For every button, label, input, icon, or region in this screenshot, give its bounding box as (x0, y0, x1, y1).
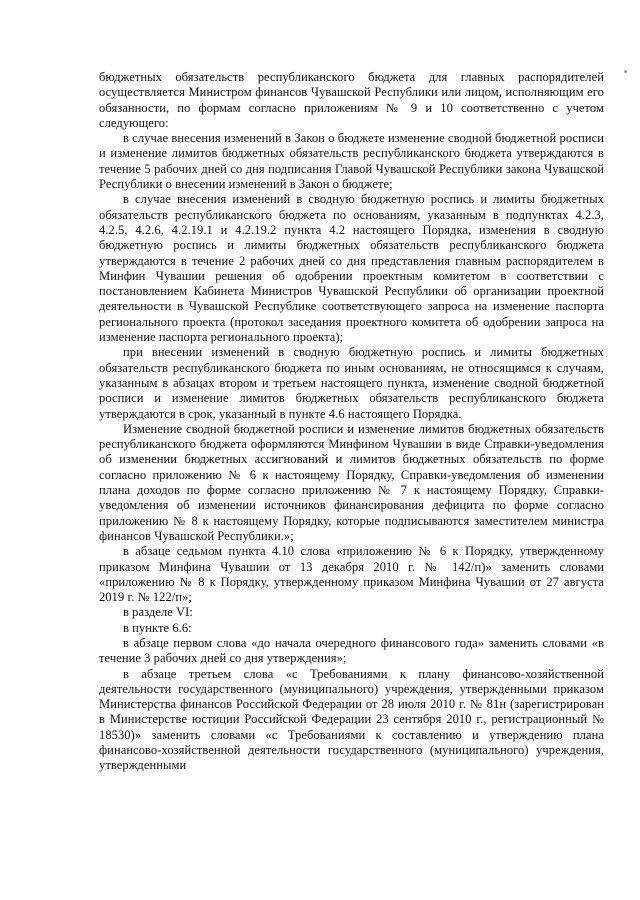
document-body (99, 70, 604, 774)
scan-speck (624, 70, 627, 73)
paragraph-first-abzac: в абзаце первом слова «до начала очередного финансового года» заменить словами «в течение 3 рабочих дней со дня утверждения»; (99, 635, 604, 666)
paragraph-other-grounds: при внесении изменений в сводную бюджетную роспись и лимиты бюджетных обязательств республиканского бюджета по иным основаниям, не относящимся к случаям, указанным в абзацах втором и третьем настоящего пункта, изменение сводной бюджетной росписи и изменение лимитов бюджетных обязательств республиканского бюджета утверждаются в срок, указанный в пункте 4.6 настоящего Порядка. (99, 345, 604, 421)
paragraph-section-vi: в разделе VI: (123, 605, 193, 620)
paragraph-point-4-10: в абзаце седьмом пункта 4.10 слова «приложению № 6 к Порядку, утвержденному приказом Минфина Чувашии от 13 декабря 2010 г. № 142/п)» заменить словами «приложению № 8 к Порядку, утвержденному приказом Минфина Чувашии от 27 августа 2019 г. № 122/п»; (99, 544, 604, 605)
paragraph-continuation: бюджетных обязательств республиканского бюджета для главных распорядителей осуществляется Министром финансов Чувашской Республики или лицом, исполняющим его обязанности, по формам согласно приложениям № 9 и 10 соответственно с учетом следующего: (99, 70, 604, 130)
paragraph-regional-project: в случае внесения изменений в сводную бюджетную роспись и лимиты бюджетных обязательств республиканского бюджета по основаниям, указанным в подпунктах 4.2.3, 4.2.5, 4.2.6, 4.2.19.1 и 4.2.19.2 пункта 4.2 настоящего Порядка, изменения в сводную бюджетную роспись и лимиты бюджетных обязательств республиканского бюджета утверждаются в течение 2 рабочих дней со дня представления главным распорядителем в Минфин Чувашии решения об одобрении проектным комитетом в соответствии с постановлением Кабинета Министров Чувашской Республики об организации проектной деятельности в Чувашской Республике соответствующего запроса на изменение паспорта регионального проекта (протокол заседания проектного комитета об одобрении запроса на изменение паспорта регионального проекта); (99, 192, 604, 345)
paragraph-point-6-6: в пункте 6.6: (123, 620, 192, 635)
paragraph-third-abzac: в абзаце третьем слова «с Требованиями к плану финансово-хозяйственной деятельности государственного (муниципального) учреждения, утвержденными приказом Министерства финансов Российской Федерации от 28 июля 2010 г. № 81н (зарегистрирован в Министерстве юстиции Российской Федерации 23 сентября 2010 г., регистрационный № 18530)» заменить словами «с Требованиями к составлению и утверждению плана финансово-хозяйственной деятельности государственного (муниципального) учреждения, утвержденными (99, 666, 604, 773)
paragraph-notification-forms: Изменение сводной бюджетной росписи и изменение лимитов бюджетных обязательств республиканского бюджета оформляются Минфином Чувашии в виде Справки-уведомления об изменении бюджетных ассигнований и лимитов бюджетных обязательств по форме согласно приложению № 6 к настоящему Порядку, Справки-уведомления об изменении плана доходов по форме согласно приложению № 7 к настоящему Порядку, Справки-уведомления об изменении источников финансирования дефицита по форме согласно приложению № 8 к настоящему Порядку, которые подписываются заместителем министра финансов Чувашской Республики.»; (99, 421, 604, 543)
paragraph-law-amendment: в случае внесения изменений в Закон о бюджете изменение сводной бюджетной росписи и изменение лимитов бюджетных обязательств республиканского бюджета утверждаются в течение 5 рабочих дней со дня подписания Главой Чувашской Республики закона Чувашской Республики о внесении изменений в Закон о бюджете; (99, 131, 604, 192)
